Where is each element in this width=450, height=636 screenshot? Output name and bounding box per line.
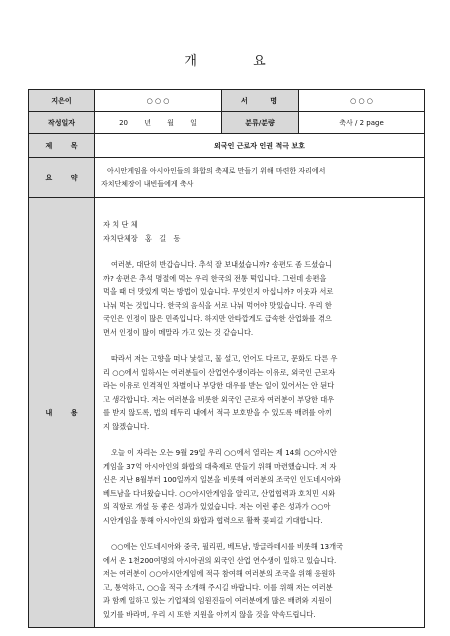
subject-label: 제 목	[29, 134, 95, 158]
speech-line: 리 ○○에서 일하시는 여러분들이 산업연수생이라는 이유로, 외국인 근로자	[103, 367, 336, 377]
summary-line: 아시안게임을 아시아인들의 화합의 축제로 만들기 위해 마련한 자리에서	[107, 166, 326, 175]
speech-line: 고 생각합니다. 저는 여러분을 비롯한 외국인 근로자 여러분이 부당한 대우	[103, 394, 335, 404]
subject-value: 외국인 근로자 인권 적극 보호	[95, 134, 425, 158]
speech-line: ○○에는 인도네시아와 중국, 필리핀, 베트남, 방글라데시를 비롯해 13개국	[111, 542, 344, 551]
speech-line: 게임을 37억 아시아인의 화합의 대축제로 만들기 위해 마련했습니다. 저 자	[103, 461, 337, 471]
summary-text	[95, 158, 425, 198]
speech-line: 에서 온 1천200여명의 아시아권의 외국인 산업 연수생이 일하고 있습니다.	[103, 555, 337, 565]
speech-line: 까? 송편은 추석 명절에 먹는 우리 한국의 전통 떡입니다. 그런데 송편을	[103, 273, 327, 283]
salutation-line: 자치단체장 홍 길 동	[103, 233, 181, 243]
speech-paragraph	[103, 446, 417, 527]
speech-line: 면서 인정이 많이 메말라 가고 있는 것 같습니다.	[103, 327, 254, 337]
category-label: 분류/분량	[222, 112, 299, 134]
speech-line: 신은 지난 8월부터 100일까지 일본을 비롯해 여러분의 조국인 인도네시아와	[103, 475, 341, 484]
document-title: 개 요	[184, 54, 292, 69]
salutation-line: 자 치 단 체	[103, 220, 138, 229]
author-label: 지은이	[29, 90, 95, 112]
speech-line: 시안게임을 통해 아시아인의 화합과 협력으로 활짝 꽃피길 기대합니다.	[103, 515, 323, 525]
content-label: 내 용	[29, 198, 95, 628]
speech-line: 나눠 먹는 것입니다. 한국의 음식을 서로 나눠 먹어야 맛있습니다. 우리 한	[103, 300, 332, 310]
signature-label: 서 명	[222, 90, 299, 112]
summary-line: 자치단체장이 내빈들에게 축사	[101, 179, 194, 188]
speech-line: 먹을 때 더 맛있게 먹는 방법이 있습니다. 무엇인지 아십니까? 이웃과 서로	[103, 287, 334, 296]
summary-form-table	[28, 89, 425, 628]
author-value: ○ ○ ○	[95, 90, 222, 112]
speech-line: 따라서 저는 고향을 떠나 낯설고, 물 설고, 언어도 다르고, 문화도 다른 우	[111, 354, 338, 363]
speech-line: 지 않겠습니다.	[103, 421, 150, 431]
speech-line: 과 함께 일하고 있는 기업체의 임원진들이 여러분에게 많은 배려와 지원이	[103, 596, 332, 605]
content-body	[95, 198, 425, 628]
category-value: 축사 / 2 page	[299, 112, 425, 134]
speech-paragraph	[103, 352, 417, 433]
speech-line: 베트남을 다녀왔습니다. ○○아시안게임을 알리고, 산업협력과 호치민 시와	[103, 488, 336, 498]
speech-line: 있기를 바라며, 우리 시 또한 지원을 아끼지 않을 것을 약속드립니다.	[103, 609, 316, 619]
speech-paragraph	[103, 258, 417, 339]
speech-line: 고, 통역하고, ○○을 적극 소개해 주시길 바랍니다. 이를 위해 저는 여러분	[103, 582, 333, 592]
speech-line: 의 직항로 개설 등 좋은 성과가 있었습니다. 저는 이런 좋은 성과가 ○○아	[103, 502, 331, 511]
speech-line: 저는 여러분이 ○○아시안게임에 적극 참여해 여러분의 조국을 위해 응원하	[103, 569, 336, 578]
date-label: 작성일자	[29, 112, 95, 134]
date-value: 20 년 월 일	[95, 112, 222, 134]
signature-value: ○ ○ ○	[299, 90, 425, 112]
speech-line: 여러분, 대단히 반갑습니다. 추석 잘 보내셨습니까? 송편도 좀 드셨습니	[111, 260, 333, 269]
speech-line: 를 받지 않도록, 법의 테두리 내에서 적극 보호받을 수 있도록 배려를 아끼	[103, 408, 332, 417]
speech-line: 라는 이유로 인격적인 차별이나 부당한 대우를 받는 일이 있어서는 안 된다	[103, 381, 335, 390]
speech-line: 오늘 이 자리는 오는 9월 29일 우리 ○○에서 열리는 제 14회 ○○아시안	[111, 448, 337, 457]
speech-line: 국인은 인정이 많은 민족입니다. 하지만 안타깝게도 급속한 산업화를 겪으	[103, 314, 332, 323]
summary-label: 요 약	[29, 158, 95, 198]
speech-paragraph	[103, 540, 417, 621]
